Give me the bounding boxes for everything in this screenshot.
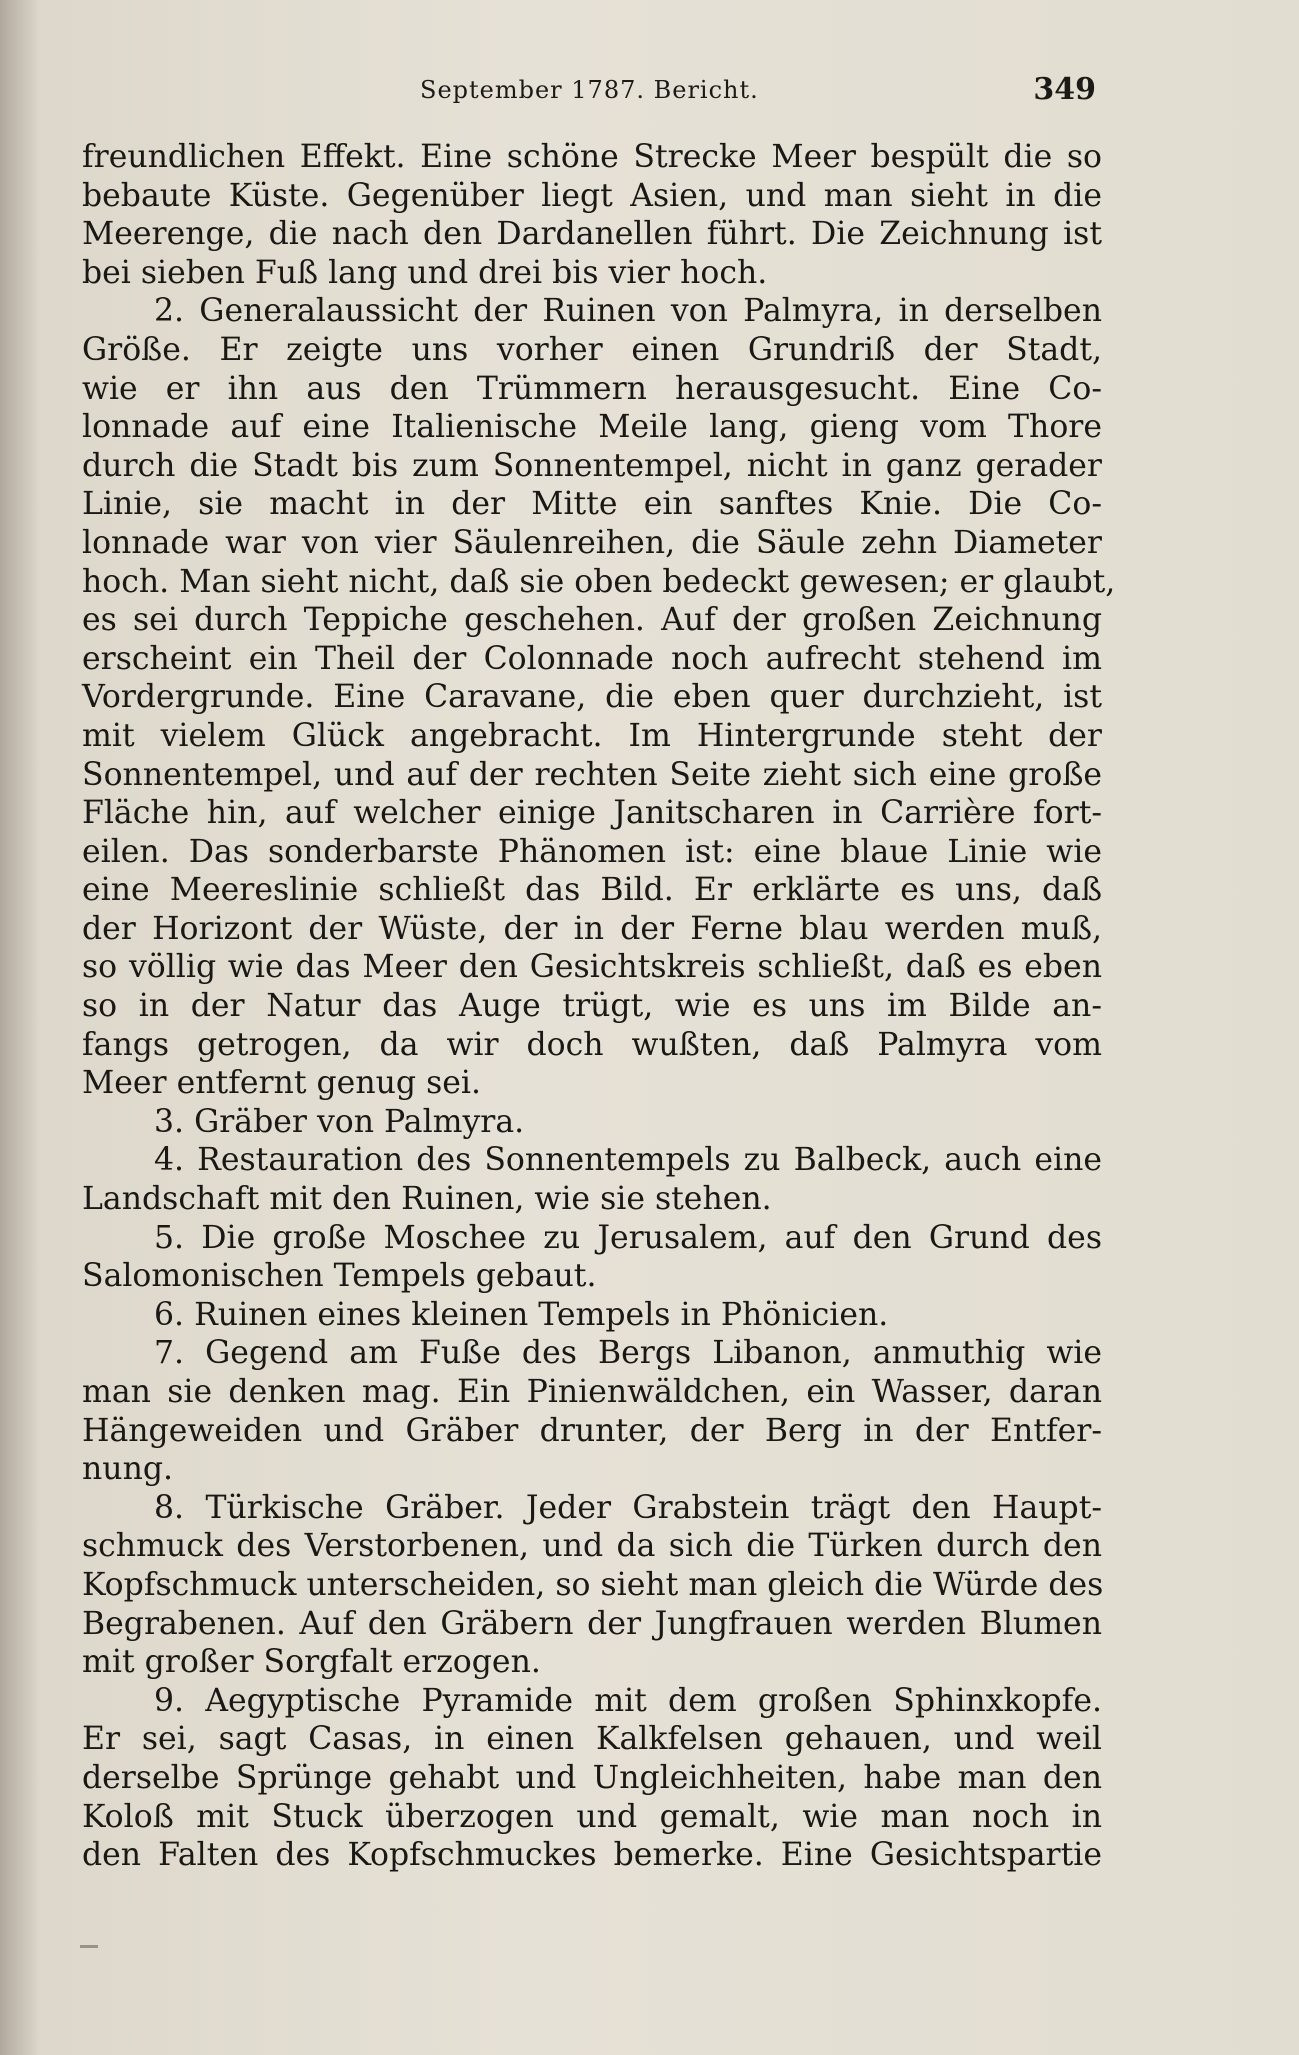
- text-line: Salomonischen Tempels gebaut.: [82, 1258, 597, 1295]
- text-line: der Horizont der Wüste, der in der Ferne blau werden muß,: [82, 910, 1102, 947]
- text-line: Begrabenen. Auf den Gräbern der Jungfrauen werden Blumen: [82, 1605, 1102, 1642]
- text-line: Landschaft mit den Ruinen, wie sie stehen.: [82, 1181, 772, 1218]
- text-line: Kopfschmuck unterscheiden, so sieht man gleich die Würde des: [82, 1566, 1104, 1603]
- page-header: [80, 72, 1100, 112]
- text-line: wie er ihn aus den Trümmern herausgesucht. Eine Co-: [82, 370, 1102, 407]
- running-head: September 1787. Bericht.: [420, 76, 759, 104]
- page-number: 349: [1033, 72, 1096, 107]
- spine-shadow: [0, 0, 40, 2055]
- text-line: Vordergrunde. Eine Caravane, die eben quer durchzieht, ist: [82, 679, 1102, 716]
- text-line: 9. Aegyptische Pyramide mit dem großen Sphinxkopfe.: [154, 1682, 1102, 1719]
- text-line: eilen. Das sonderbarste Phänomen ist: eine blaue Linie wie: [82, 833, 1102, 870]
- text-line: mit vielem Glück angebracht. Im Hintergrunde steht der: [82, 717, 1102, 754]
- ink-smudge: [80, 1945, 98, 1948]
- text-line: schmuck des Verstorbenen, und da sich die Türken durch den: [82, 1528, 1102, 1565]
- text-line: Er sei, sagt Casas, in einen Kalkfelsen gehauen, und weil: [82, 1721, 1102, 1758]
- text-line: Koloß mit Stuck überzogen und gemalt, wie man noch in: [82, 1798, 1102, 1835]
- text-line: Hängeweiden und Gräber drunter, der Berg in der Entfer-: [82, 1412, 1102, 1449]
- text-line: mit großer Sorgfalt erzogen.: [82, 1644, 541, 1681]
- text-line: bei sieben Fuß lang und drei bis vier hoch.: [82, 254, 768, 291]
- text-line: 5. Die große Moschee zu Jerusalem, auf den Grund des: [154, 1219, 1102, 1256]
- text-line: Größe. Er zeigte uns vorher einen Grundriß der Stadt,: [82, 331, 1102, 368]
- text-line: derselbe Sprünge gehabt und Ungleichheiten, habe man den: [82, 1759, 1102, 1796]
- text-line: 8. Türkische Gräber. Jeder Grabstein trägt den Haupt-: [154, 1489, 1102, 1526]
- text-line: Linie, sie macht in der Mitte ein sanftes Knie. Die Co-: [82, 486, 1102, 523]
- text-line: eine Meereslinie schließt das Bild. Er erklärte es uns, daß: [82, 872, 1102, 909]
- text-line: Meer entfernt genug sei.: [82, 1065, 481, 1102]
- text-line: Sonnentempel, und auf der rechten Seite zieht sich eine große: [82, 756, 1102, 793]
- text-line: 3. Gräber von Palmyra.: [154, 1103, 525, 1140]
- text-line: hoch. Man sieht nicht, daß sie oben bedeckt gewesen; er glaubt,: [82, 563, 1116, 600]
- text-line: lonnade war von vier Säulenreihen, die Säule zehn Diameter: [82, 524, 1102, 561]
- text-line: lonnade auf eine Italienische Meile lang, gieng vom Thore: [82, 409, 1102, 446]
- text-line: 6. Ruinen eines kleinen Tempels in Phönicien.: [154, 1296, 889, 1333]
- text-line: fangs getrogen, da wir doch wußten, daß Palmyra vom: [82, 1026, 1102, 1063]
- text-line: den Falten des Kopfschmuckes bemerke. Eine Gesichtspartie: [82, 1837, 1102, 1874]
- text-line: 4. Restauration des Sonnentempels zu Balbeck, auch eine: [154, 1142, 1102, 1179]
- text-line: es sei durch Teppiche geschehen. Auf der großen Zeichnung: [82, 602, 1102, 639]
- text-line: Meerenge, die nach den Dardanellen führt. Die Zeichnung ist: [82, 216, 1102, 253]
- text-line: Fläche hin, auf welcher einige Janitscharen in Carrière fort-: [82, 795, 1102, 832]
- text-line: nung.: [82, 1451, 174, 1488]
- text-line: man sie denken mag. Ein Pinienwäldchen, ein Wasser, daran: [82, 1374, 1102, 1410]
- body-text: [82, 138, 1116, 1875]
- text-line: durch die Stadt bis zum Sonnentempel, nicht in ganz gerader: [82, 447, 1102, 484]
- text-line: 2. Generalaussicht der Ruinen von Palmyra, in derselben: [154, 293, 1102, 330]
- text-line: bebaute Küste. Gegenüber liegt Asien, und man sieht in die: [82, 177, 1102, 214]
- text-line: so völlig wie das Meer den Gesichtskreis schließt, daß es eben: [82, 949, 1102, 986]
- text-line: erscheint ein Theil der Colonnade noch aufrecht stehend im: [82, 640, 1102, 677]
- text-line: so in der Natur das Auge trügt, wie es uns im Bilde an-: [82, 988, 1102, 1025]
- text-line: freundlichen Effekt. Eine schöne Strecke Meer bespült die so: [82, 139, 1102, 175]
- text-line: 7. Gegend am Fuße des Bergs Libanon, anmuthig wie: [154, 1335, 1102, 1372]
